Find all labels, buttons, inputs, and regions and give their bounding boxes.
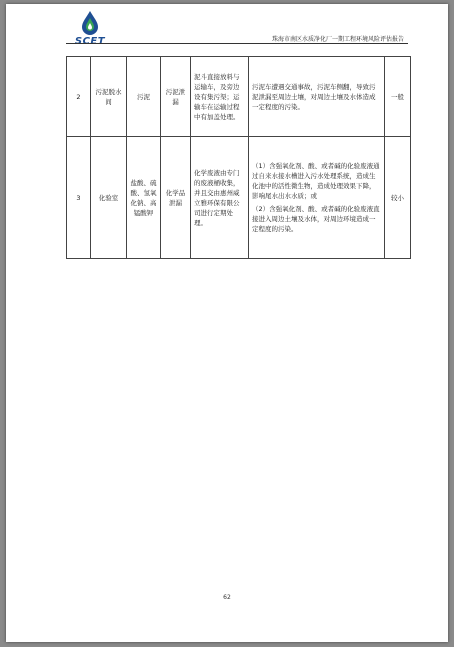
risk-substance: 污泥 xyxy=(127,57,161,137)
prevention-measures: 泥斗直接放料与运输车，及旁边设有集污渠；运输车在运输过程中有加盖处理。 xyxy=(191,57,249,137)
company-logo xyxy=(70,10,110,50)
row-number: 2 xyxy=(67,57,91,137)
risk-level: 较小 xyxy=(385,137,411,259)
row-number: 3 xyxy=(67,137,91,259)
table-row xyxy=(67,137,411,259)
report-header-title: 珠海市南区水质净化厂一期工程环境风险评估报告 xyxy=(271,36,404,43)
page-number: 62 xyxy=(223,594,231,601)
impact-description xyxy=(249,137,385,259)
risk-location: 污泥脱水间 xyxy=(91,57,127,137)
risk-location: 化验室 xyxy=(91,137,127,259)
risk-assessment-table xyxy=(66,56,411,259)
impact-item-2: （2）含强氧化剂、酸、或者碱的化验废液直接进入周边土壤及水体，对周边环境造成一定程度的污染。 xyxy=(252,205,380,233)
risk-event: 污泥泄漏 xyxy=(161,57,191,137)
impact-description: 污泥车遭遇交通事故，污泥车侧翻，导致污泥泄漏至周边土壤，对周边土壤及水体造成一定程度的污染。 xyxy=(249,57,385,137)
risk-level: 一般 xyxy=(385,57,411,137)
logo-text: SCET xyxy=(74,36,106,47)
water-drop-logo-icon xyxy=(80,10,100,36)
header-divider xyxy=(66,43,408,44)
prevention-measures: 化学废液由专门的废液桶收集，并且交由惠州威立雅环保有限公司进行定期处理。 xyxy=(191,137,249,259)
table-row xyxy=(67,57,411,137)
risk-substance: 盐酸、硫酸、氢氧化钠、高锰酸钾 xyxy=(127,137,161,259)
document-page xyxy=(6,4,448,642)
risk-event: 化学品泄漏 xyxy=(161,137,191,259)
impact-item-1: （1）含强氧化剂、酸、或者碱的化验废液通过自来水接水槽进入污水处理系统，造成生化池中的活性微生物，造成处理效果下降，影响尾水出水水质；或 xyxy=(252,162,380,200)
